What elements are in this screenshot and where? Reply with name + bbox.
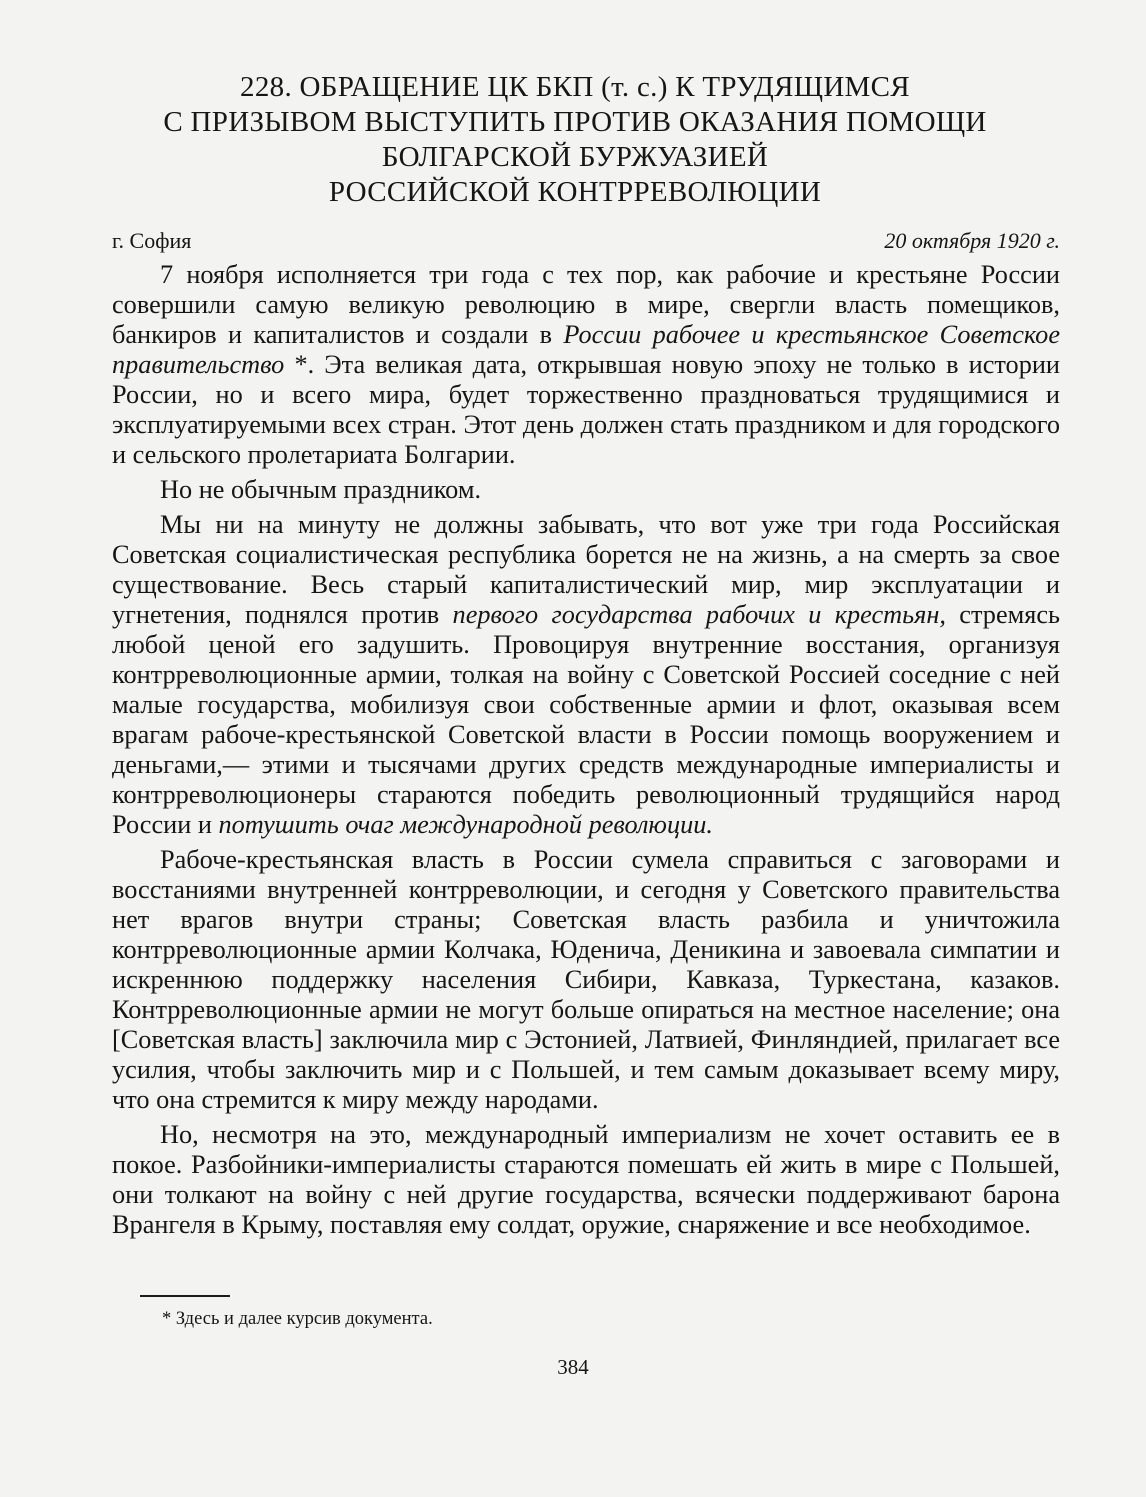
document-body [112, 260, 1060, 1240]
footnote: * Здесь и далее курсив документа. [162, 1309, 433, 1329]
document-title [100, 70, 1050, 210]
document-date: 20 октября 1920 г. [884, 228, 1060, 253]
paragraph: Рабоче-крестьянская власть в России сумела справиться с заговорами и восстаниями внутренней контрреволюции, и сегодня у Советского правительства нет врагов внутри страны; Советская власть разбила и уничтожила контрреволюционные армии Колчака, Юденича, Деникина и завоевала симпатии и искреннюю поддержку населения Сибири, Кавказа, Туркестана, казаков. Контрреволюционные армии не могут больше опираться на местное население; она [Советская власть] заключила мир с Эстонией, Латвией, Финляндией, прилагает все усилия, чтобы заключить мир и с Польшей, и тем самым доказывает всему миру, что она стремится к миру между народами. [112, 845, 1060, 1114]
title-line: 228. ОБРАЩЕНИЕ ЦК БКП (т. с.) К ТРУДЯЩИМСЯ [240, 71, 910, 103]
title-line: БОЛГАРСКОЙ БУРЖУАЗИЕЙ [381, 141, 769, 173]
title-line: РОССИЙСКОЙ КОНТРРЕВОЛЮЦИИ [328, 176, 822, 208]
document-place: г. София [112, 228, 192, 253]
italic-emphasis: потушить очаг международной революции. [218, 810, 713, 839]
page-number: 384 [557, 1355, 589, 1379]
paragraph: Мы ни на минуту не должны забывать, что вот уже три года Российская Советская социалистическая республика борется не на жизнь, а на смерть за свое существование. Весь старый капиталистический мир, мир эксплуатации и угнетения, поднялся против первого государства рабочих и крестьян, стремясь любой ценой его задушить. Провоцируя внутренние восстания, организуя контрреволюционные армии, толкая на войну с Советской Россией соседние с ней малые государства, мобилизуя свои собственные армии и флот, оказывая всем врагам рабоче-крестьянской Советской власти в России помощь вооружением и деньгами,— этими и тысячами других средств международные империалисты и контрреволюционеры стараются победить революционный трудящийся народ России и потушить очаг международной революции. [112, 510, 1061, 839]
italic-emphasis: России рабочее и крестьянское Советское правительство [112, 320, 1060, 379]
title-line: С ПРИЗЫВОМ ВЫСТУПИТЬ ПРОТИВ ОКАЗАНИЯ ПОМОЩИ [163, 106, 987, 138]
italic-emphasis: первого государства рабочих и крестьян, [452, 600, 946, 629]
paragraph: Но, несмотря на это, международный империализм не хочет оставить ее в покое. Разбойники-империалисты стараются помешать ей жить в мире с Польшей, они толкают на войну с ней другие государства, всячески поддерживают барона Врангеля в Крыму, поставляя ему солдат, оружие, снаряжение и все необходимое. [112, 1120, 1060, 1239]
paragraph: Но не обычным праздником. [160, 475, 482, 504]
footnote-divider [140, 1295, 230, 1297]
paragraph: 7 ноября исполняется три года с тех пор, как рабочие и крестьяне России совершили самую великую революцию в мире, свергли власть помещиков, банкиров и капиталистов и создали в России рабочее и крестьянское Советское правительство *. Эта великая дата, открывшая новую эпоху не только в истории России, но и всего мира, будет торжественно праздноваться трудящимися и эксплуатируемыми всех стран. Этот день должен стать праздником и для городского и сельского пролетариата Болгарии. [112, 260, 1060, 469]
